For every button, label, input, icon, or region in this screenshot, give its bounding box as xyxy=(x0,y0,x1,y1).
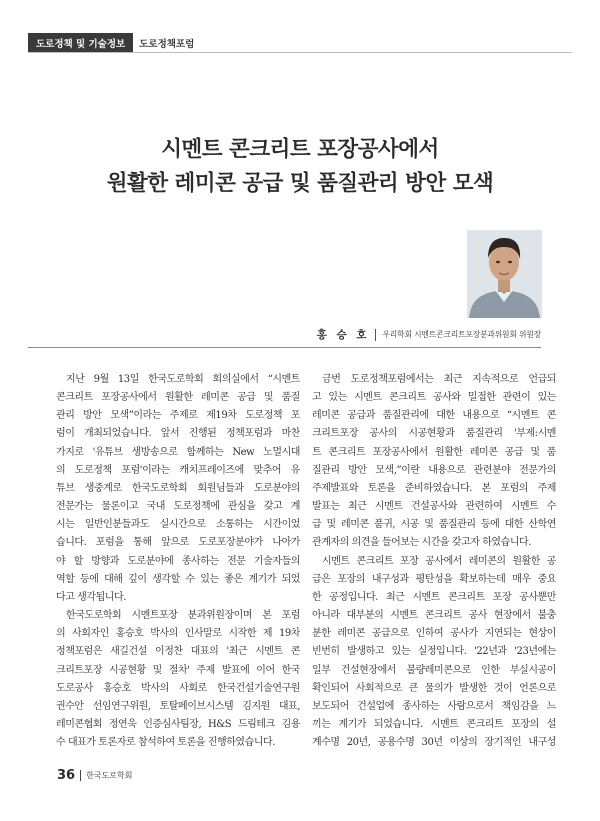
body-line: 고 있는 시멘트 콘크리트 공사와 밀접한 관련이 있는 xyxy=(312,392,556,404)
byline-separator xyxy=(375,329,376,341)
body-line: 콘크리트 포장공사에서 원활한 레미콘 공급 및 품질 xyxy=(56,392,300,404)
body-line: 질관리 방안 모색,”이란 내용으로 관련분야 전문가의 xyxy=(312,464,556,476)
body-line: 일부 건설현장에서 불량레미콘으로 인한 부실시공이 xyxy=(312,664,556,676)
body-line: 시멘트 콘크리트 포장 공사에서 레미콘의 원활한 공 xyxy=(322,555,556,567)
body-line: 도로공사 홍승호 박사의 사회로 한국건설기술연구원 xyxy=(56,682,300,694)
article-title xyxy=(0,133,600,201)
body-line: 계수명 20년, 공용수명 30년 이상의 장기적인 내구성 xyxy=(312,737,556,749)
body-line: 금번 도로정책포럼에서는 최근 지속적으로 언급되 xyxy=(322,374,556,385)
header-category: 도로정책 및 기술정보 xyxy=(28,33,133,53)
body-line: 수 대표가 토론자로 참석하여 토론을 진행하였습니다. xyxy=(56,737,275,749)
body-line: 확인되어 사회적으로 큰 물의가 발생한 것이 언론으로 xyxy=(312,682,556,694)
body-line: 빈번히 발생하고 있는 실정입니다. '22년과 '23년에는 xyxy=(312,646,556,658)
author-affiliation: 우리학회 시멘트콘크리트포장분과위원회 위원장 xyxy=(382,330,541,339)
body-line: 습니다. 포럼을 통해 앞으로 도로포장분야가 나아가 xyxy=(56,537,300,549)
page-footer xyxy=(57,768,132,783)
title-line-2: 원활한 레미콘 공급 및 품질관리 방안 모색 xyxy=(106,171,494,196)
body-line: 보도되어 건설업에 종사하는 사람으로서 책임감을 느 xyxy=(312,700,556,712)
body-line: 끼는 계기가 되었습니다. 시멘트 콘크리트 포장의 설 xyxy=(312,718,556,730)
body-line: 가지로 '유튜브 생방송으로 함께하는 New 노멀시대 xyxy=(56,446,300,458)
body-line: 크리트포장 시공현황 및 절차' 주제 발표에 이어 한국 xyxy=(56,664,300,676)
byline-divider xyxy=(28,347,541,348)
body-line: 크리트포장 공사의 시공현황과 품질관리 '부제:시멘 xyxy=(312,428,556,440)
body-line: 레미콘협회 정연욱 인증심사팀장, H&S 드림테크 김용 xyxy=(56,718,300,730)
body-line: 분한 레미콘 공급으로 인하여 공사가 지연되는 현상이 xyxy=(312,628,556,640)
body-column-left xyxy=(56,371,300,752)
author-name: 홍 승 호 xyxy=(316,329,370,341)
body-line: 아니라 대부분의 시멘트 콘크리트 공사 현장에서 불충 xyxy=(312,610,556,622)
body-line: 관계자의 의견을 들어보는 시간을 갖고자 하였습니다. xyxy=(312,537,531,549)
body-line: 다고 생각됩니다. xyxy=(56,591,126,603)
author-photo xyxy=(467,230,542,318)
title-line-1: 시멘트 콘크리트 포장공사에서 xyxy=(161,137,439,162)
body-line: 급 및 레미콘 품귀, 시공 및 품질관리 등에 대한 산학연 xyxy=(312,519,556,531)
body-line: 의 사회자인 홍승호 박사의 인사말로 시작한 제 19차 xyxy=(56,628,300,640)
body-line: 주제발표와 토론을 준비하였습니다. 본 포럼의 주제 xyxy=(312,482,556,494)
body-line: 의 도로정책 포럼'이라는 캐치프레이즈에 맞추어 유 xyxy=(56,464,300,476)
body-line: 전문가는 물론이고 국내 도로정책에 관심을 갖고 계 xyxy=(56,501,300,513)
body-line: 관리 방안 모색”이라는 주제로 제19차 도로정책 포 xyxy=(56,410,300,422)
header-divider xyxy=(28,52,572,53)
author-byline xyxy=(0,327,541,342)
body-line: 야 할 방향과 도로분야에 종사하는 전문 기술자들의 xyxy=(56,555,300,567)
footer-separator xyxy=(80,770,81,781)
body-line: 권수안 선임연구위원, 토탈페이브시스템 김지원 대표, xyxy=(56,700,300,712)
journal-name: 한국도로학회 xyxy=(86,771,133,780)
body-column-right xyxy=(312,371,556,752)
body-line: 트 콘크리트 포장공사에서 원활한 레미콘 공급 및 품 xyxy=(312,446,556,458)
body-line: 급은 포장의 내구성과 평탄성을 확보하는데 매우 중요 xyxy=(312,573,556,585)
body-line: 시는 일반인분들과도 실시간으로 소통하는 시간이었 xyxy=(56,519,300,531)
body-line: 지난 9월 13일 한국도로학회 회의실에서 “시멘트 xyxy=(66,374,300,385)
body-line: 럼이 개최되었습니다. 앞서 진행된 정책포럼과 마찬 xyxy=(56,428,300,440)
body-line: 레미콘 공급과 품질관리에 대한 내용으로 “시멘트 콘 xyxy=(312,410,556,422)
body-line: 발표는 최근 시멘트 건설공사와 관련하여 시멘트 수 xyxy=(312,501,556,513)
body-line: 정책포럼은 새길건설 이정찬 대표의 '최근 시멘트 콘 xyxy=(56,646,300,658)
body-line: 역할 등에 대해 깊이 생각할 수 있는 좋은 계기가 되었 xyxy=(56,573,300,585)
body-line: 튜브 생중계로 한국도로학회 회원님들과 도로분야의 xyxy=(56,482,300,494)
page-number: 36 xyxy=(57,768,76,783)
body-line: 한 공정입니다. 최근 시멘트 콘크리트 포장 공사뿐만 xyxy=(312,591,556,603)
running-header xyxy=(28,33,200,53)
body-line: 한국도로학회 시멘트포장 분과위원장이며 본 포럼 xyxy=(66,610,300,622)
header-section: 도로정책포럼 xyxy=(139,39,195,50)
